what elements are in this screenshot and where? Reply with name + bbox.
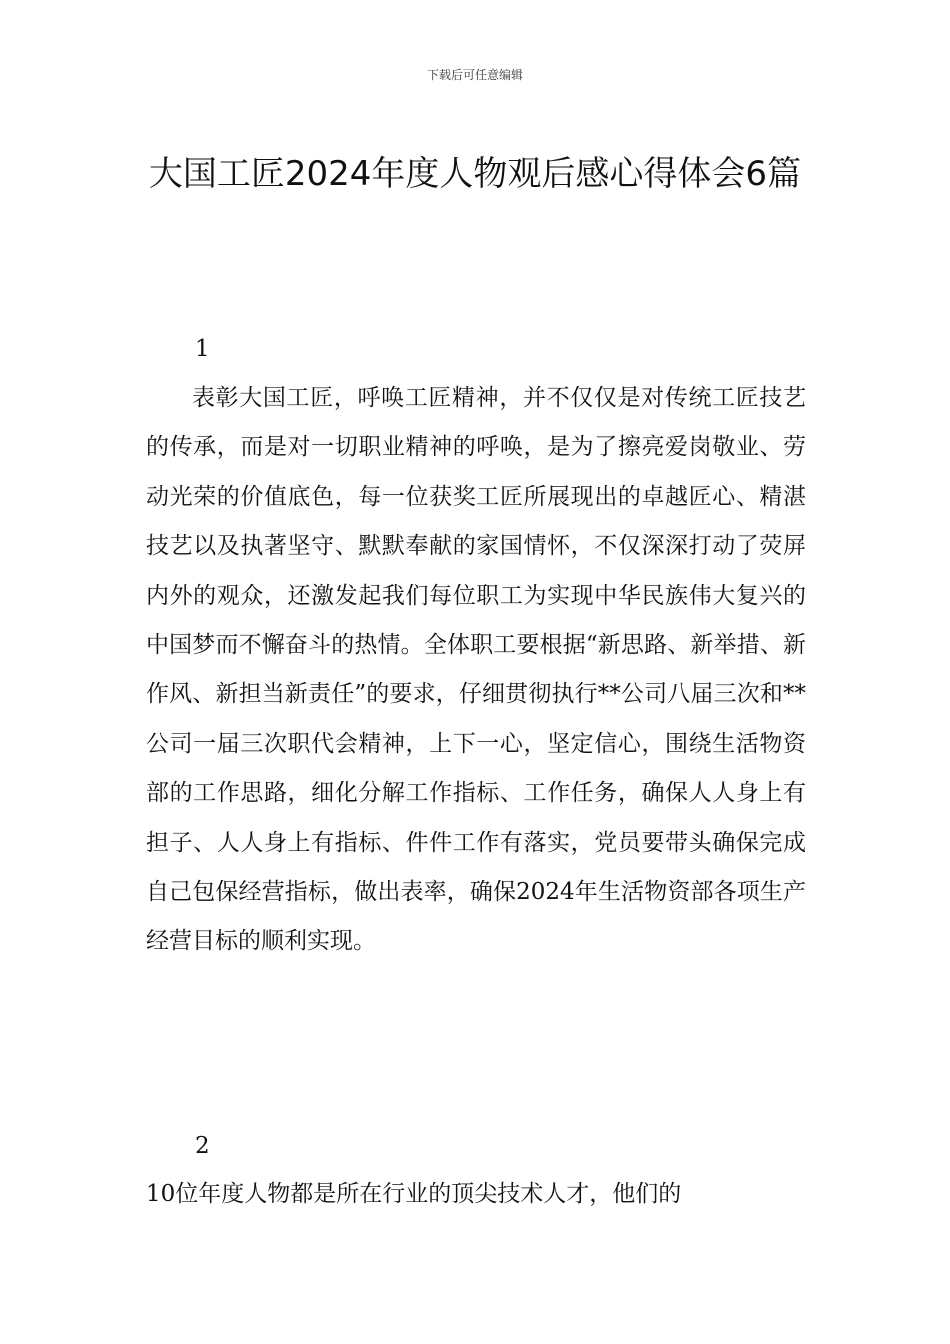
page-header: 下载后可任意编辑 (426, 68, 523, 82)
section-paragraph: 10位年度人物都是所在行业的顶尖技术人才，他们的 (146, 1181, 682, 1207)
section-paragraph: 表彰大国工匠，呼唤工匠精神，并不仅仅是对传统工匠技艺的传承，而是对一切职业精神的呼唤，是为了擦亮爱岗敬业、劳动光荣的价值底色，每一位获奖工匠所展现出的卓越匠心、精湛技艺以及执著坚守、默默奉献的家国情怀，不仅深深打动了荧屏内外的观众，还激发起我们每位职工为实现中华民族伟大复兴的中国梦而不懈奋斗的热情。全体职工要根据“新思路、新举措、新作风、新担当新责任”的要求，仔细贯彻执行**公司八届三次和**公司一届三次职代会精神，上下一心，坚定信心，围绕生活物资部的工作思路，细化分解工作指标、工作任务，确保人人身上有担子、人人身上有指标、件件工作有落实，党员要带头确保完成自己包保经营指标，做出表率，确保2024年生活物资部各项生产经营目标的顺利实现。 (146, 385, 806, 955)
section-number: 2 (195, 1133, 210, 1159)
section-number: 1 (195, 336, 210, 362)
document-title: 大国工匠2024年度人物观后感心得体会6篇 (148, 154, 802, 194)
